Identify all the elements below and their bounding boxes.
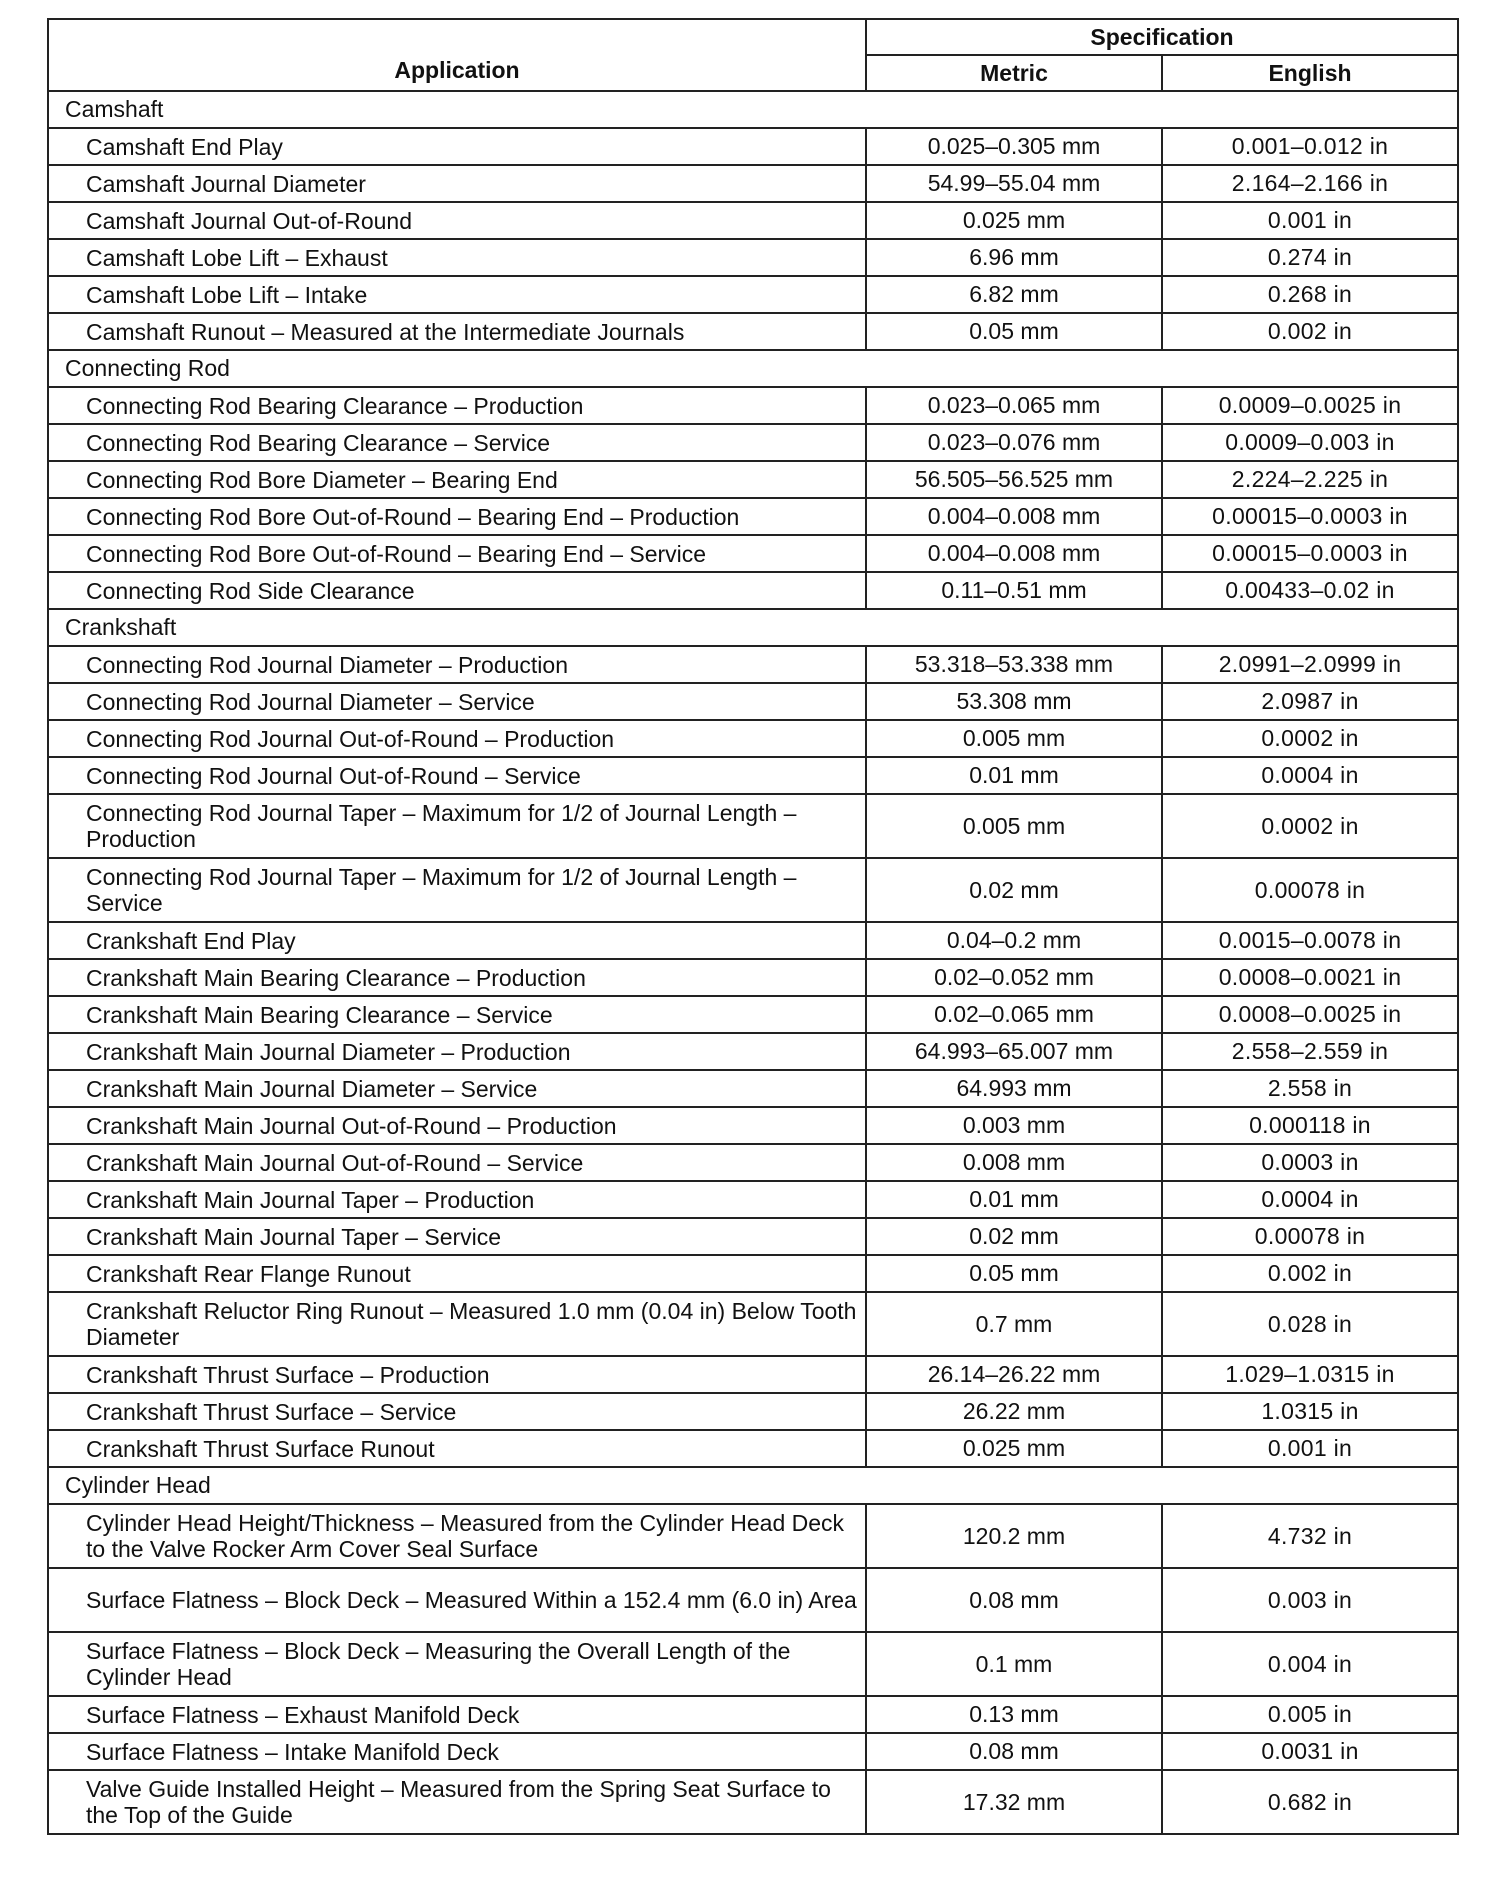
metric-cell: 0.02–0.065 mm	[866, 996, 1162, 1033]
english-cell: 0.00015–0.0003 in	[1162, 535, 1458, 572]
metric-cell: 53.308 mm	[866, 683, 1162, 720]
english-cell: 0.004 in	[1162, 1632, 1458, 1696]
table-row	[48, 1696, 1458, 1733]
table-row	[48, 1770, 1458, 1834]
english-cell: 0.028 in	[1162, 1292, 1458, 1356]
table-row	[48, 498, 1458, 535]
metric-cell: 120.2 mm	[866, 1504, 1162, 1568]
english-cell: 0.00015–0.0003 in	[1162, 498, 1458, 535]
metric-cell: 26.22 mm	[866, 1393, 1162, 1430]
application-cell: Connecting Rod Journal Taper – Maximum for 1/2 of Journal Length – Service	[48, 858, 866, 922]
english-cell: 1.029–1.0315 in	[1162, 1356, 1458, 1393]
section-title: Camshaft	[48, 91, 1458, 128]
table-row	[48, 165, 1458, 202]
metric-cell: 0.025 mm	[866, 1430, 1162, 1467]
application-cell: Crankshaft Reluctor Ring Runout – Measured 1.0 mm (0.04 in) Below Tooth Diameter	[48, 1292, 866, 1356]
metric-cell: 0.08 mm	[866, 1568, 1162, 1632]
english-cell: 4.732 in	[1162, 1504, 1458, 1568]
application-cell: Camshaft Lobe Lift – Exhaust	[48, 239, 866, 276]
english-cell: 0.0002 in	[1162, 720, 1458, 757]
table-row	[48, 1218, 1458, 1255]
application-cell: Crankshaft Main Bearing Clearance – Service	[48, 996, 866, 1033]
table-row	[48, 202, 1458, 239]
metric-cell: 0.04–0.2 mm	[866, 922, 1162, 959]
english-cell: 0.682 in	[1162, 1770, 1458, 1834]
application-cell: Surface Flatness – Block Deck – Measuring the Overall Length of the Cylinder Head	[48, 1632, 866, 1696]
table-row	[48, 922, 1458, 959]
application-cell: Connecting Rod Journal Taper – Maximum for 1/2 of Journal Length – Production	[48, 794, 866, 858]
application-cell: Connecting Rod Side Clearance	[48, 572, 866, 609]
metric-cell: 6.96 mm	[866, 239, 1162, 276]
english-cell: 0.002 in	[1162, 1255, 1458, 1292]
application-cell: Camshaft Lobe Lift – Intake	[48, 276, 866, 313]
table-row	[48, 1733, 1458, 1770]
section-title: Cylinder Head	[48, 1467, 1458, 1504]
english-cell: 0.0008–0.0021 in	[1162, 959, 1458, 996]
metric-cell: 0.08 mm	[866, 1733, 1162, 1770]
application-cell: Connecting Rod Journal Diameter – Service	[48, 683, 866, 720]
table-row	[48, 757, 1458, 794]
english-cell: 0.0004 in	[1162, 757, 1458, 794]
section-header-row	[48, 609, 1458, 646]
table-row	[48, 387, 1458, 424]
application-cell: Connecting Rod Bore Out-of-Round – Bearing End – Service	[48, 535, 866, 572]
english-cell: 1.0315 in	[1162, 1393, 1458, 1430]
table-row	[48, 461, 1458, 498]
application-cell: Connecting Rod Journal Out-of-Round – Production	[48, 720, 866, 757]
application-cell: Valve Guide Installed Height – Measured from the Spring Seat Surface to the Top of the Guide	[48, 1770, 866, 1834]
application-header: Application	[48, 19, 866, 91]
metric-cell: 0.023–0.076 mm	[866, 424, 1162, 461]
table-row	[48, 424, 1458, 461]
section-title: Crankshaft	[48, 609, 1458, 646]
english-cell: 0.0015–0.0078 in	[1162, 922, 1458, 959]
metric-cell: 0.005 mm	[866, 720, 1162, 757]
section-title: Connecting Rod	[48, 350, 1458, 387]
table-row	[48, 858, 1458, 922]
table-row	[48, 1292, 1458, 1356]
metric-cell: 0.01 mm	[866, 1181, 1162, 1218]
application-cell: Surface Flatness – Block Deck – Measured Within a 152.4 mm (6.0 in) Area	[48, 1568, 866, 1632]
metric-cell: 0.003 mm	[866, 1107, 1162, 1144]
table-row	[48, 128, 1458, 165]
specification-header: Specification	[866, 19, 1458, 55]
application-cell: Crankshaft Thrust Surface – Service	[48, 1393, 866, 1430]
table-row	[48, 313, 1458, 350]
english-cell: 0.0009–0.003 in	[1162, 424, 1458, 461]
metric-cell: 0.01 mm	[866, 757, 1162, 794]
application-cell: Crankshaft Main Journal Diameter – Production	[48, 1033, 866, 1070]
table-row	[48, 535, 1458, 572]
application-cell: Connecting Rod Bore Out-of-Round – Bearing End – Production	[48, 498, 866, 535]
table-row	[48, 239, 1458, 276]
metric-cell: 0.1 mm	[866, 1632, 1162, 1696]
application-cell: Connecting Rod Bearing Clearance – Service	[48, 424, 866, 461]
table-row	[48, 276, 1458, 313]
metric-cell: 0.004–0.008 mm	[866, 498, 1162, 535]
english-cell: 0.0009–0.0025 in	[1162, 387, 1458, 424]
english-cell: 2.558–2.559 in	[1162, 1033, 1458, 1070]
english-cell: 0.00078 in	[1162, 858, 1458, 922]
english-cell: 0.0031 in	[1162, 1733, 1458, 1770]
application-cell: Camshaft End Play	[48, 128, 866, 165]
english-cell: 0.0003 in	[1162, 1144, 1458, 1181]
table-row	[48, 1107, 1458, 1144]
metric-cell: 0.02 mm	[866, 1218, 1162, 1255]
metric-cell: 17.32 mm	[866, 1770, 1162, 1834]
application-cell: Crankshaft Main Journal Out-of-Round – Production	[48, 1107, 866, 1144]
english-cell: 0.001 in	[1162, 1430, 1458, 1467]
metric-cell: 0.11–0.51 mm	[866, 572, 1162, 609]
application-cell: Crankshaft End Play	[48, 922, 866, 959]
metric-cell: 0.005 mm	[866, 794, 1162, 858]
application-cell: Crankshaft Thrust Surface Runout	[48, 1430, 866, 1467]
table-row	[48, 1181, 1458, 1218]
application-cell: Crankshaft Rear Flange Runout	[48, 1255, 866, 1292]
section-header-row	[48, 1467, 1458, 1504]
metric-cell: 0.004–0.008 mm	[866, 535, 1162, 572]
metric-cell: 54.99–55.04 mm	[866, 165, 1162, 202]
metric-cell: 0.023–0.065 mm	[866, 387, 1162, 424]
specification-body	[48, 91, 1458, 1834]
english-cell: 2.0987 in	[1162, 683, 1458, 720]
english-cell: 0.0008–0.0025 in	[1162, 996, 1458, 1033]
metric-cell: 64.993–65.007 mm	[866, 1033, 1162, 1070]
application-cell: Surface Flatness – Exhaust Manifold Deck	[48, 1696, 866, 1733]
english-cell: 0.0002 in	[1162, 794, 1458, 858]
english-cell: 0.005 in	[1162, 1696, 1458, 1733]
table-row	[48, 683, 1458, 720]
application-cell: Crankshaft Main Journal Out-of-Round – Service	[48, 1144, 866, 1181]
application-cell: Crankshaft Thrust Surface – Production	[48, 1356, 866, 1393]
metric-cell: 0.7 mm	[866, 1292, 1162, 1356]
application-cell: Camshaft Runout – Measured at the Intermediate Journals	[48, 313, 866, 350]
metric-header: Metric	[866, 55, 1162, 91]
table-row	[48, 959, 1458, 996]
table-row	[48, 1430, 1458, 1467]
english-cell: 2.0991–2.0999 in	[1162, 646, 1458, 683]
application-cell: Camshaft Journal Out-of-Round	[48, 202, 866, 239]
application-cell: Connecting Rod Journal Out-of-Round – Service	[48, 757, 866, 794]
table-row	[48, 1568, 1458, 1632]
english-cell: 0.0004 in	[1162, 1181, 1458, 1218]
metric-cell: 6.82 mm	[866, 276, 1162, 313]
metric-cell: 53.318–53.338 mm	[866, 646, 1162, 683]
table-row	[48, 1144, 1458, 1181]
table-row	[48, 646, 1458, 683]
table-row	[48, 1393, 1458, 1430]
application-cell: Connecting Rod Bearing Clearance – Production	[48, 387, 866, 424]
english-cell: 0.003 in	[1162, 1568, 1458, 1632]
table-row	[48, 1356, 1458, 1393]
section-header-row	[48, 350, 1458, 387]
application-cell: Crankshaft Main Journal Diameter – Service	[48, 1070, 866, 1107]
metric-cell: 56.505–56.525 mm	[866, 461, 1162, 498]
table-row	[48, 1504, 1458, 1568]
table-row	[48, 794, 1458, 858]
metric-cell: 64.993 mm	[866, 1070, 1162, 1107]
metric-cell: 0.02–0.052 mm	[866, 959, 1162, 996]
metric-cell: 0.008 mm	[866, 1144, 1162, 1181]
table-row	[48, 720, 1458, 757]
application-cell: Crankshaft Main Journal Taper – Service	[48, 1218, 866, 1255]
metric-cell: 0.13 mm	[866, 1696, 1162, 1733]
metric-cell: 0.02 mm	[866, 858, 1162, 922]
table-row	[48, 1255, 1458, 1292]
english-cell: 0.274 in	[1162, 239, 1458, 276]
metric-cell: 26.14–26.22 mm	[866, 1356, 1162, 1393]
application-cell: Crankshaft Main Bearing Clearance – Production	[48, 959, 866, 996]
english-cell: 0.001 in	[1162, 202, 1458, 239]
application-cell: Crankshaft Main Journal Taper – Production	[48, 1181, 866, 1218]
specification-table	[47, 18, 1459, 1835]
metric-cell: 0.05 mm	[866, 313, 1162, 350]
metric-cell: 0.025–0.305 mm	[866, 128, 1162, 165]
english-cell: 0.00078 in	[1162, 1218, 1458, 1255]
english-cell: 0.002 in	[1162, 313, 1458, 350]
english-cell: 0.268 in	[1162, 276, 1458, 313]
application-cell: Connecting Rod Journal Diameter – Production	[48, 646, 866, 683]
section-header-row	[48, 91, 1458, 128]
english-cell: 0.001–0.012 in	[1162, 128, 1458, 165]
english-cell: 2.224–2.225 in	[1162, 461, 1458, 498]
english-cell: 0.00433–0.02 in	[1162, 572, 1458, 609]
table-row	[48, 996, 1458, 1033]
table-row	[48, 572, 1458, 609]
application-cell: Surface Flatness – Intake Manifold Deck	[48, 1733, 866, 1770]
english-header: English	[1162, 55, 1458, 91]
english-cell: 2.558 in	[1162, 1070, 1458, 1107]
application-cell: Cylinder Head Height/Thickness – Measured from the Cylinder Head Deck to the Valve Rocker Arm Cover Seal Surface	[48, 1504, 866, 1568]
metric-cell: 0.025 mm	[866, 202, 1162, 239]
table-row	[48, 1033, 1458, 1070]
english-cell: 2.164–2.166 in	[1162, 165, 1458, 202]
table-row	[48, 1070, 1458, 1107]
metric-cell: 0.05 mm	[866, 1255, 1162, 1292]
english-cell: 0.000118 in	[1162, 1107, 1458, 1144]
application-cell: Connecting Rod Bore Diameter – Bearing End	[48, 461, 866, 498]
application-cell: Camshaft Journal Diameter	[48, 165, 866, 202]
table-row	[48, 1632, 1458, 1696]
